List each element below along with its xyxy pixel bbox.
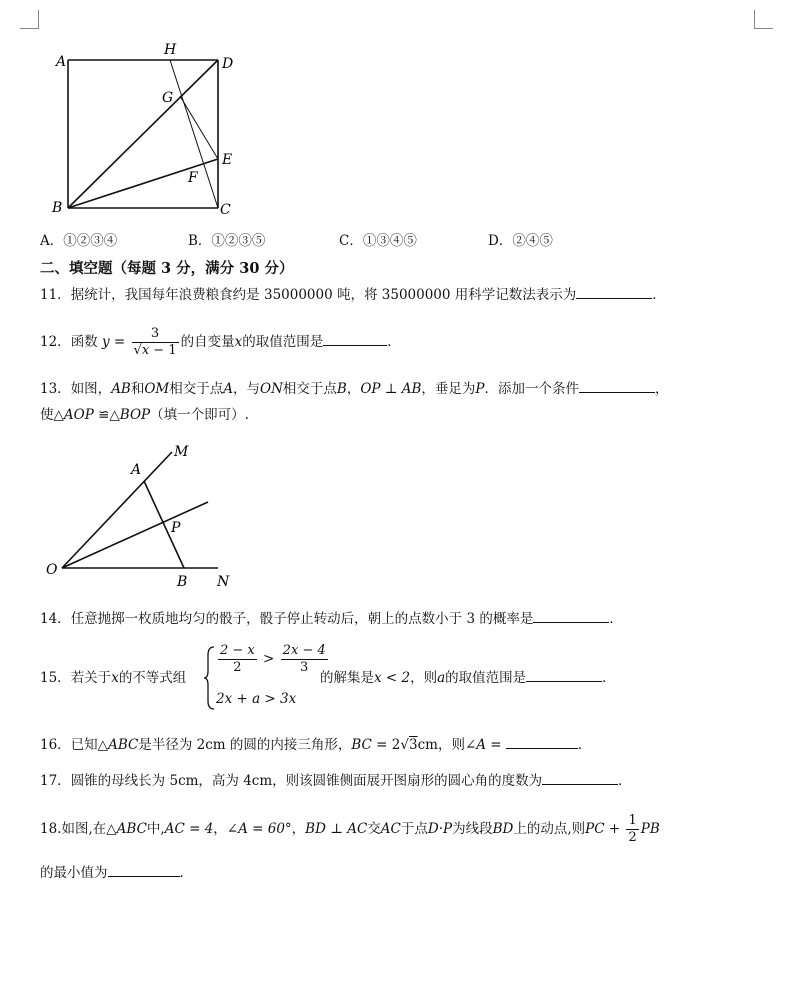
q15-pre: 若关于 bbox=[70, 670, 112, 686]
q13-t3: 相交于点 bbox=[169, 381, 224, 397]
label-d: D bbox=[222, 56, 234, 72]
q17-end: ． bbox=[618, 773, 632, 789]
q11-text: 据统计，我国每年浪费粮食约是 35000000 吨，将 35000000 用科学记数法表示为 bbox=[70, 287, 577, 303]
q18-d: D bbox=[427, 821, 439, 837]
top-left-corner-mark bbox=[20, 10, 39, 29]
option-a: A．①②③④ bbox=[40, 233, 118, 249]
q14-number: 14． bbox=[40, 611, 71, 627]
q17-answer-blank[interactable] bbox=[542, 783, 618, 785]
q18-pb: PB bbox=[640, 821, 660, 837]
q18-t8: 上的动点,则 bbox=[513, 821, 586, 837]
q18-t2: ，∠ bbox=[213, 821, 239, 837]
q11-number: 11． bbox=[40, 287, 71, 303]
q13-t6: ， bbox=[346, 381, 361, 397]
q18-t1: 中, bbox=[146, 821, 165, 837]
q18-t4: 交 bbox=[367, 821, 381, 837]
q15-lead bbox=[40, 668, 186, 688]
q14-text: 任意抛掷一枚质地均匀的骰子，骰子停止转动后，朝上的点数小于 3 的概率是 bbox=[70, 611, 534, 627]
q13-t1: 如图， bbox=[70, 381, 112, 397]
q13-number: 13． bbox=[40, 381, 71, 397]
top-right-corner-mark bbox=[754, 10, 773, 29]
q18-t3: ， bbox=[291, 821, 306, 837]
q18-pre: 如图,在△ bbox=[61, 821, 117, 837]
q15-frac1-num: 2 − x bbox=[220, 643, 255, 658]
label-c: C bbox=[220, 202, 231, 218]
q15-answer-blank[interactable] bbox=[526, 680, 602, 682]
q18-abc: ABC bbox=[116, 821, 147, 837]
q12-eq: = bbox=[109, 334, 130, 350]
q15-end: ． bbox=[602, 670, 616, 686]
q15-row1 bbox=[216, 643, 330, 676]
q18-answer-blank[interactable] bbox=[108, 875, 180, 877]
question-12 bbox=[40, 320, 401, 364]
q15-tail bbox=[320, 668, 616, 688]
q18-bd: BD bbox=[492, 821, 514, 837]
section-heading: 二、填空题（每题 3 分，满分 30 分） bbox=[40, 260, 294, 277]
q12-post2: 的取值范围是 bbox=[242, 334, 324, 350]
q16-eq2: = bbox=[486, 737, 506, 753]
q13-t7: ，垂足为 bbox=[421, 381, 476, 397]
q12-end: ． bbox=[387, 334, 401, 350]
q14-end: ． bbox=[609, 611, 623, 627]
q13-b: B bbox=[336, 381, 347, 397]
q15-post2: ，则 bbox=[410, 670, 438, 686]
q18-p: P bbox=[443, 821, 453, 837]
label-p: P bbox=[171, 520, 181, 536]
q15-brace-icon bbox=[204, 645, 216, 711]
q15-row2: 2x + a > 3x bbox=[216, 691, 297, 707]
q16-a: A bbox=[476, 737, 487, 753]
q13-aop: AOP bbox=[63, 407, 94, 423]
q13-bop: BOP bbox=[119, 407, 151, 423]
label-f: F bbox=[188, 170, 198, 186]
question-18-line2 bbox=[40, 863, 193, 883]
q16-pre: 已知△ bbox=[70, 737, 109, 753]
option-d: D．②④⑤ bbox=[488, 233, 553, 249]
q12-y: y bbox=[101, 334, 110, 350]
label-n: N bbox=[217, 574, 230, 590]
q15-solution: x < 2 bbox=[374, 670, 411, 686]
q13-t4: ，与 bbox=[233, 381, 260, 397]
q16-abc: ABC bbox=[108, 737, 139, 753]
q16-number: 16． bbox=[40, 737, 71, 753]
q18-end: ． bbox=[179, 865, 193, 881]
ray-om bbox=[62, 452, 172, 568]
q16-eq: = 2 bbox=[371, 737, 401, 753]
q12-x: x bbox=[234, 334, 243, 350]
q12-numerator: 3 bbox=[150, 326, 160, 341]
label-b: B bbox=[177, 574, 188, 590]
question-18-line1 bbox=[40, 808, 660, 850]
q11-end: ． bbox=[652, 287, 666, 303]
q15-frac1-den: 2 bbox=[218, 659, 257, 676]
q12-den-tail: − 1 bbox=[149, 343, 177, 358]
q15-frac2-num: 2x − 4 bbox=[282, 643, 326, 658]
label-o: O bbox=[46, 562, 58, 578]
q15-x: x bbox=[111, 670, 119, 686]
q12-post: 的自变量 bbox=[180, 334, 235, 350]
figure-angle bbox=[40, 438, 250, 593]
q18-ac4: AC = 4 bbox=[164, 821, 214, 837]
q18-l2: 的最小值为 bbox=[40, 865, 108, 881]
q18-t7: 为线段 bbox=[452, 821, 493, 837]
q12-pre: 函数 bbox=[70, 334, 98, 350]
q12-number: 12． bbox=[40, 334, 71, 350]
label-m: M bbox=[174, 444, 189, 460]
q18-t6: · bbox=[438, 821, 443, 837]
option-b: B．①②③⑤ bbox=[188, 233, 266, 249]
q13-t8: ．添加一个条件 bbox=[484, 381, 580, 397]
label-h: H bbox=[164, 42, 177, 58]
q15-gt: > bbox=[258, 651, 279, 667]
q13-l2a: 使△ bbox=[40, 407, 64, 423]
option-c: C．①③④⑤ bbox=[339, 233, 417, 249]
question-16 bbox=[40, 735, 591, 755]
q13-om: OM bbox=[144, 381, 170, 397]
q16-mid: 是半径为 2cm 的圆的内接三角形， bbox=[138, 737, 352, 753]
q18-a60: A = 60° bbox=[238, 821, 292, 837]
q16-mid2: ，则∠ bbox=[437, 737, 477, 753]
q13-p: P bbox=[475, 381, 485, 397]
q12-fraction bbox=[132, 326, 179, 359]
q15-post3: 的取值范围是 bbox=[445, 670, 527, 686]
q18-t5: 于点 bbox=[400, 821, 428, 837]
q13-a: A bbox=[223, 381, 233, 397]
q13-answer-blank[interactable] bbox=[579, 391, 655, 393]
q16-unit: cm bbox=[417, 737, 438, 753]
q13-end: ， bbox=[655, 381, 669, 397]
q13-t5: 相交于点 bbox=[282, 381, 337, 397]
ray-op bbox=[62, 502, 208, 568]
label-e: E bbox=[222, 152, 233, 168]
label-g: G bbox=[162, 90, 174, 106]
q17-text: 圆锥的母线长为 5cm，高为 4cm，则该圆锥侧面展开图扇形的圆心角的度数为 bbox=[70, 773, 543, 789]
question-13-line2 bbox=[40, 405, 249, 425]
q16-bc: BC bbox=[351, 737, 372, 753]
q18-number: 18. bbox=[40, 821, 62, 837]
q16-sqrt-icon: √ bbox=[400, 737, 409, 753]
q18-half-den: 2 bbox=[628, 830, 637, 845]
q15-frac1 bbox=[218, 643, 257, 676]
q15-mid: 的不等式组 bbox=[118, 670, 187, 686]
q15-post: 的解集是 bbox=[320, 670, 374, 686]
q16-answer-blank[interactable] bbox=[506, 747, 578, 749]
q11-answer-blank[interactable] bbox=[576, 297, 652, 299]
q16-end: ． bbox=[577, 737, 592, 753]
label-b: B bbox=[52, 200, 63, 216]
label-a: A bbox=[56, 54, 67, 70]
q14-answer-blank[interactable] bbox=[533, 621, 609, 623]
q18-half bbox=[626, 813, 638, 846]
q12-answer-blank[interactable] bbox=[323, 344, 387, 346]
q16-radicand: 3 bbox=[408, 737, 418, 753]
q13-l2b: （填一个即可）. bbox=[150, 407, 249, 423]
q18-pc: PC + bbox=[585, 821, 625, 837]
q13-cong: ≌△ bbox=[93, 407, 120, 423]
q15-frac2-den: 3 bbox=[281, 659, 328, 676]
q17-number: 17． bbox=[40, 773, 71, 789]
q18-ac: AC bbox=[380, 821, 401, 837]
question-11 bbox=[40, 285, 666, 305]
question-14 bbox=[40, 609, 623, 629]
q13-on: ON bbox=[260, 381, 283, 397]
figure-square bbox=[40, 36, 260, 226]
q12-radicand: x bbox=[141, 343, 150, 358]
q15-a: a bbox=[437, 670, 446, 686]
q18-half-num: 1 bbox=[628, 813, 637, 828]
q18-bd-perp-ac: BD ⊥ AC bbox=[305, 821, 368, 837]
question-13-line1 bbox=[40, 379, 669, 399]
q13-ab: AB bbox=[111, 381, 131, 397]
q13-op-perp-ab: OP ⊥ AB bbox=[360, 381, 422, 397]
q13-t2: 和 bbox=[130, 381, 145, 397]
label-a: A bbox=[131, 462, 142, 478]
q12-denominator: √x − 1 bbox=[133, 343, 177, 358]
question-17 bbox=[40, 771, 632, 791]
q15-number: 15． bbox=[40, 670, 71, 686]
